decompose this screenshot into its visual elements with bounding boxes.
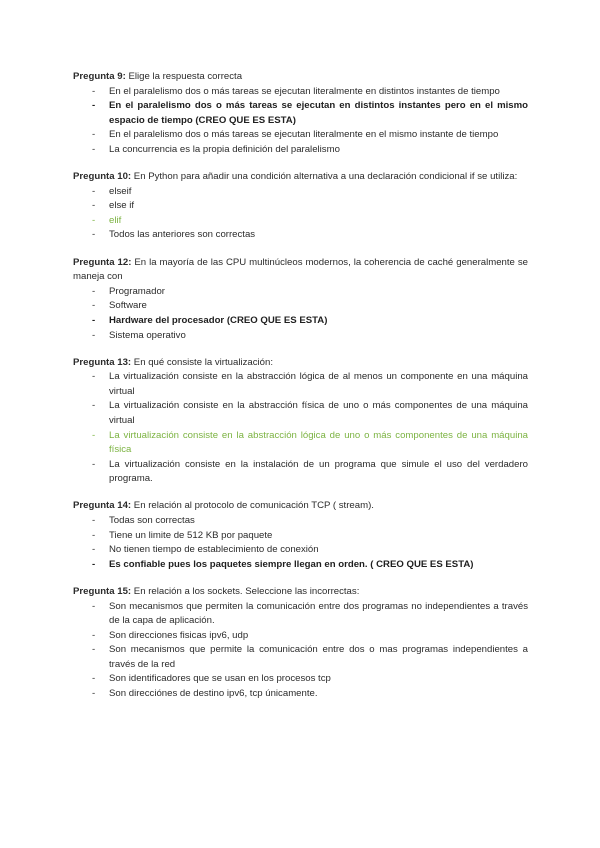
question-block (73, 256, 528, 344)
answer-option: - La virtualización consiste en la abstracción física de uno o más componentes de una máquina virtual (73, 399, 528, 428)
question-label: Pregunta 12: (73, 256, 132, 268)
highlighted-answer-option: - elif (73, 214, 528, 229)
question-text: En Python para añadir una condición alternativa a una declaración condicional if se utiliza: (133, 171, 518, 183)
answer-option: - else if (73, 199, 528, 214)
answer-option: - elseif (73, 185, 528, 200)
answer-option: - La concurrencia es la propia definición del paralelismo (73, 143, 528, 158)
answer-option: - Son mecanismos que permiten la comunicación entre dos programas no independientes a través de la capa de aplicación. (73, 600, 528, 629)
question-block (73, 585, 528, 702)
question-label: Pregunta 15: (73, 585, 132, 597)
question-text: En qué consiste la virtualización: (133, 356, 273, 368)
answer-option: - Son direcciones fisicas ipv6, udp (73, 629, 528, 644)
answer-option: - La virtualización consiste en la abstracción lógica de al menos un componente en una máquina virtual (73, 370, 528, 399)
answer-option: - En el paralelismo dos o más tareas se ejecutan literalmente en distintos instantes de tiempo (73, 85, 528, 100)
question-text: En relación a los sockets. Seleccione las incorrectas: (133, 585, 360, 597)
answer-option: - Son mecanismos que permite la comunicación entre dos o mas programas independientes a través de la red (73, 643, 528, 672)
question-label: Pregunta 13: (73, 356, 132, 368)
question-block (73, 70, 528, 158)
answer-options-list (73, 514, 528, 572)
answer-options-list (73, 600, 528, 702)
question-prompt (73, 170, 528, 185)
answer-options-list (73, 285, 528, 343)
question-prompt (73, 585, 528, 600)
answer-option: - Sistema operativo (73, 329, 528, 344)
question-block (73, 499, 528, 572)
question-prompt (73, 356, 528, 371)
question-prompt (73, 70, 528, 85)
marked-answer-option: - Es confiable pues los paquetes siempre llegan en orden. ( CREO QUE ES ESTA) (73, 558, 528, 573)
answer-option: - Son direcciónes de destino ipv6, tcp únicamente. (73, 687, 528, 702)
answer-option: - Software (73, 299, 528, 314)
answer-option: - La virtualización consiste en la instalación de un programa que simule el uso del verdadero programa. (73, 458, 528, 487)
answer-options-list (73, 370, 528, 487)
question-label: Pregunta 10: (73, 171, 132, 183)
answer-option: - Todos las anteriores son correctas (73, 228, 528, 243)
question-text: En relación al protocolo de comunicación TCP ( stream). (133, 500, 374, 512)
answer-option: - En el paralelismo dos o más tareas se ejecutan literalmente en el mismo instante de tiempo (73, 128, 528, 143)
answer-option: - Todas son correctas (73, 514, 528, 529)
highlighted-answer-option: - La virtualización consiste en la abstracción lógica de uno o más componentes de una máquina física (73, 429, 528, 458)
answer-option: - Son identificadores que se usan en los procesos tcp (73, 672, 528, 687)
question-text: En la mayoría de las CPU multinúcleos modernos, la coherencia de caché generalmente se maneja con (73, 256, 528, 283)
question-label: Pregunta 14: (73, 500, 132, 512)
question-text: Elige la respuesta correcta (128, 71, 243, 82)
marked-answer-option: - Hardware del procesador (CREO QUE ES ESTA) (73, 314, 528, 329)
answer-options-list (73, 185, 528, 243)
question-prompt (73, 499, 528, 514)
question-prompt (73, 256, 528, 285)
answer-option: - Tiene un limite de 512 KB por paquete (73, 529, 528, 544)
answer-options-list (73, 85, 528, 158)
marked-answer-option: - En el paralelismo dos o más tareas se ejecutan en distintos instantes pero en el mismo espacio de tiempo (CREO QUE ES ESTA) (73, 99, 528, 128)
question-block (73, 356, 528, 487)
question-label: Pregunta 9: (73, 71, 126, 82)
question-block (73, 170, 528, 243)
answer-option: - Programador (73, 285, 528, 300)
answer-option: - No tienen tiempo de establecimiento de conexión (73, 543, 528, 558)
document-body (73, 70, 528, 714)
